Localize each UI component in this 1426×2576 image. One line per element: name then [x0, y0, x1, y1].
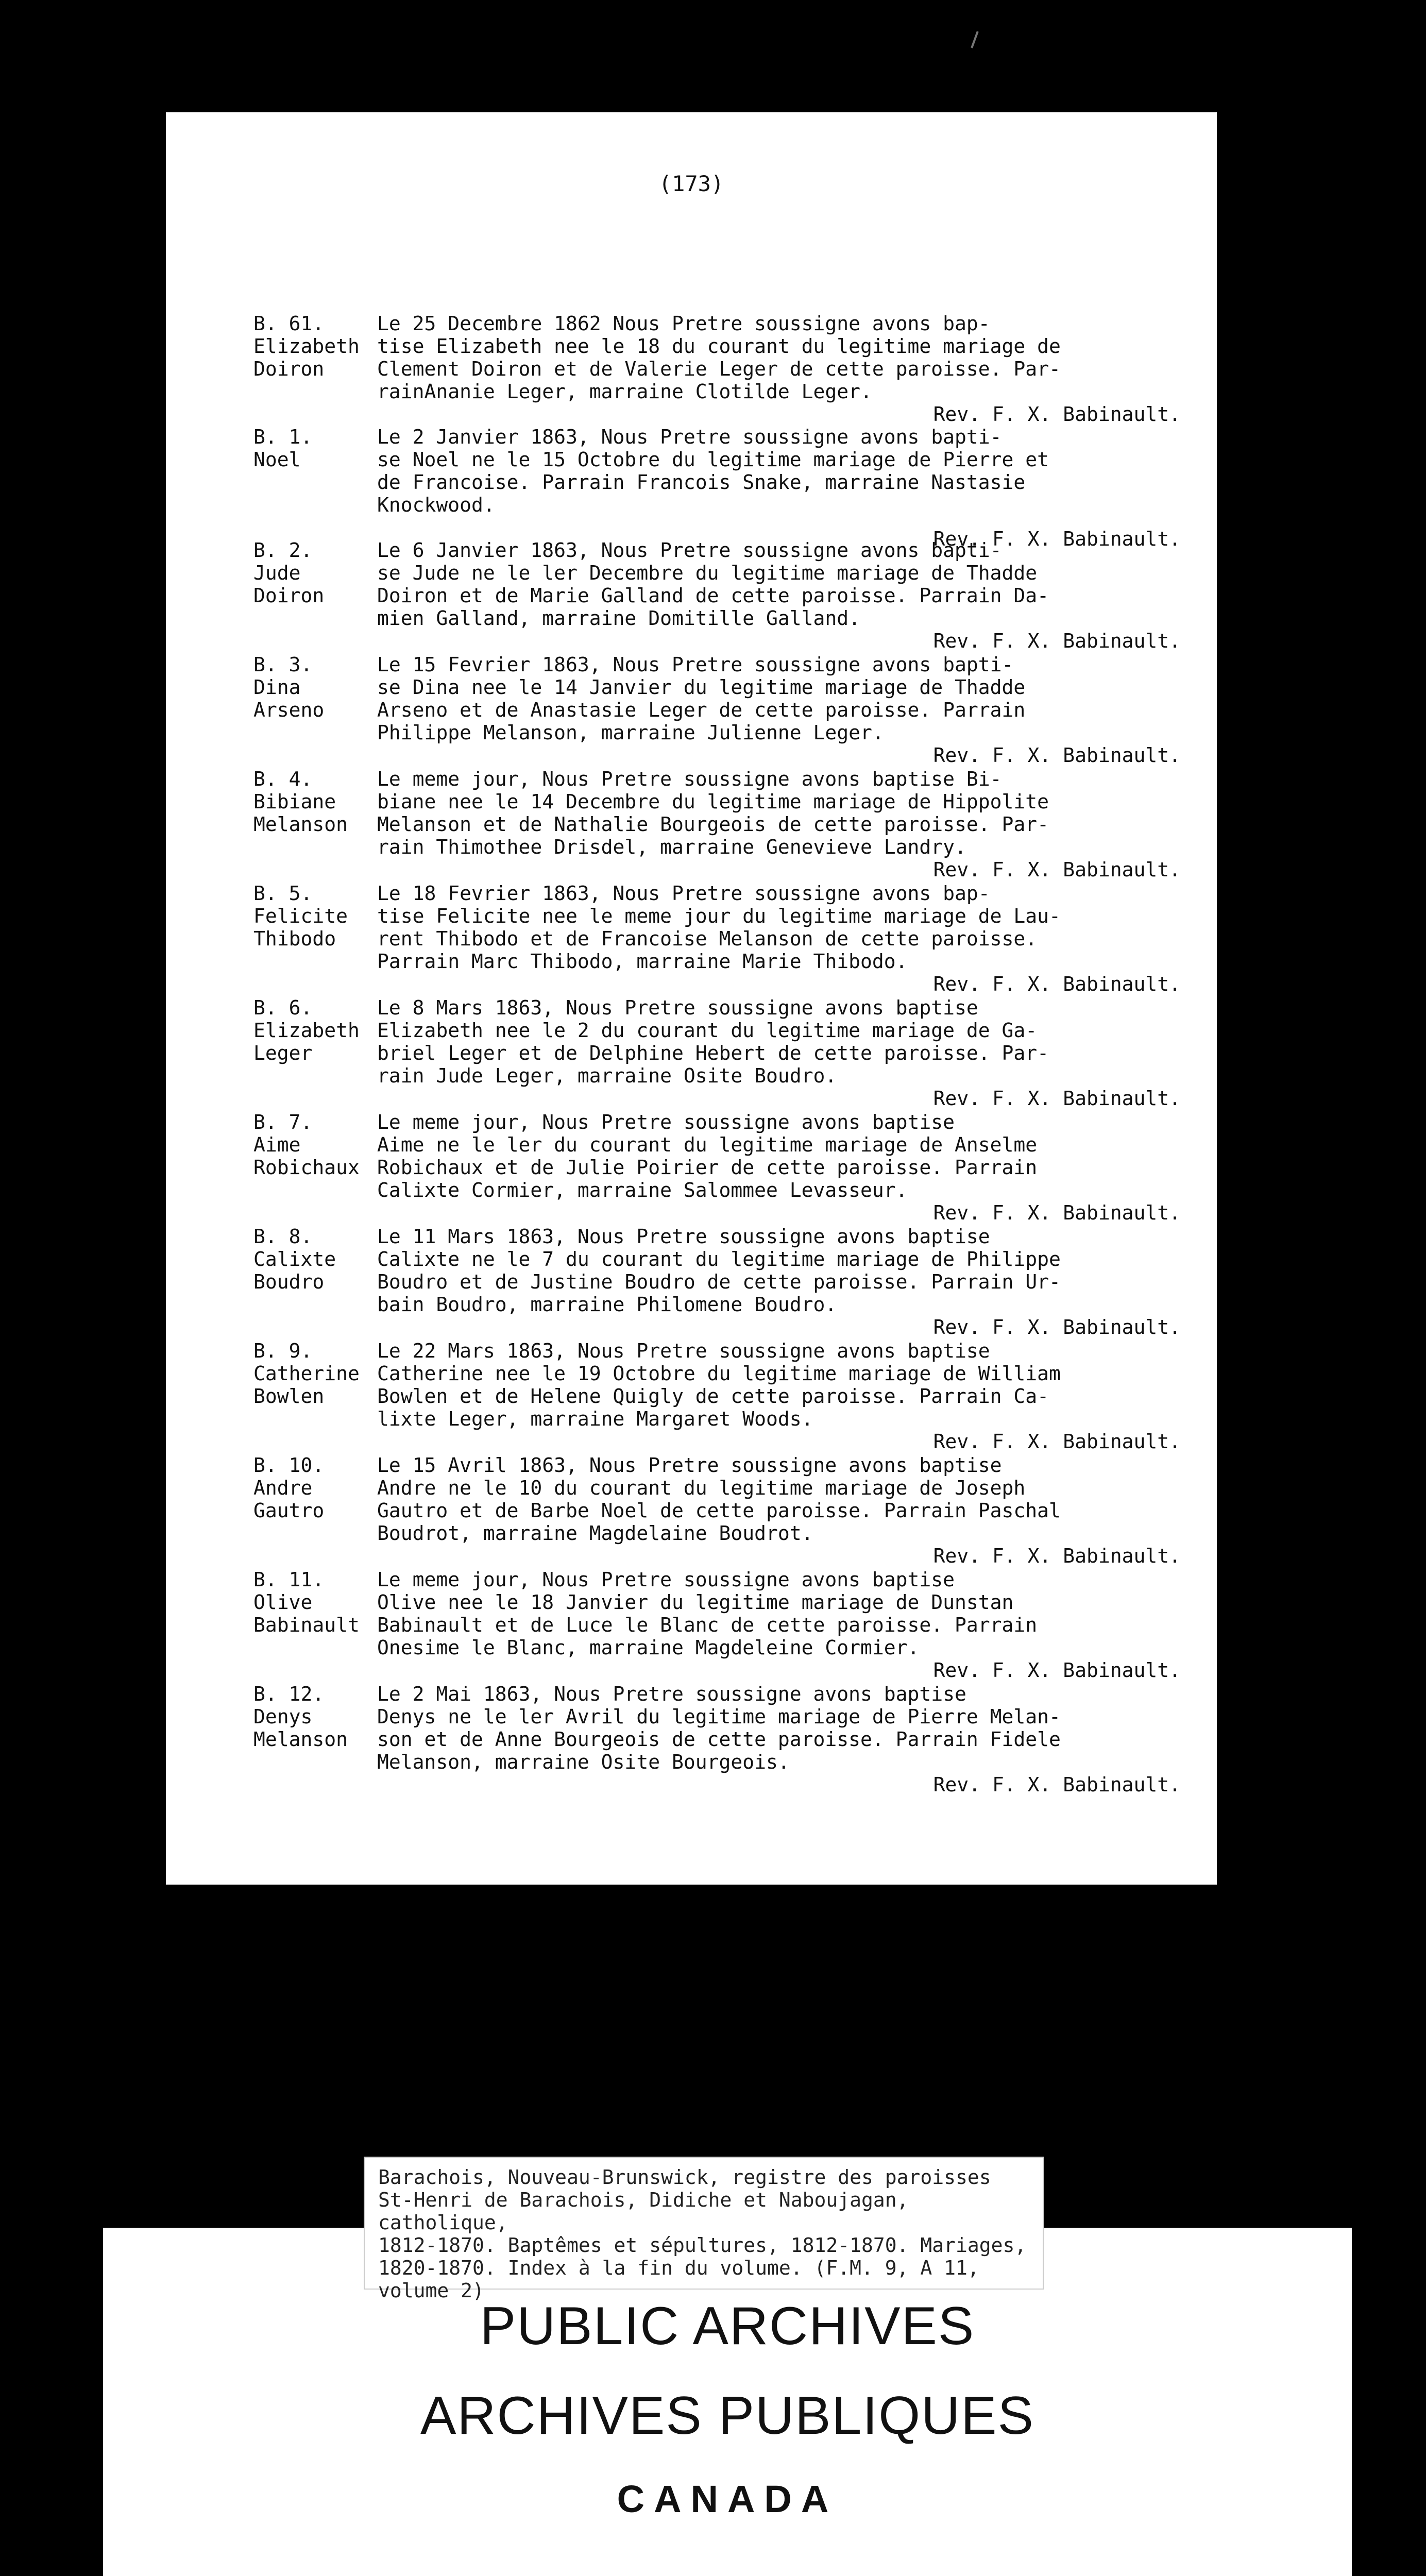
entry-signature: Rev. F. X. Babinault.: [933, 1430, 1181, 1453]
entry-signature: Rev. F. X. Babinault.: [933, 403, 1181, 426]
archives-title-fr: ARCHIVES PUBLIQUES: [420, 2386, 1034, 2446]
entry-signature: Rev. F. X. Babinault.: [933, 528, 1181, 550]
entry-label: B. 1. Noel: [253, 426, 313, 471]
entry-body: Le 11 Mars 1863, Nous Pretre soussigne avons baptise Calixte ne le 7 du courant du legitime mariage de Philippe Boudro et de Justine Boudro de cette paroisse. Parrain Ur- bain Boudro, marraine Philomene Boudro.: [377, 1225, 1061, 1316]
entry-body: Le 22 Mars 1863, Nous Pretre soussigne avons baptise Catherine nee le 19 Octobre du legitime mariage de William Bowlen et de Helene Quigly de cette paroisse. Parrain Ca- lixte Leger, marraine Margaret Woods.: [377, 1340, 1061, 1430]
page-number: (173): [658, 171, 724, 196]
entry-label: B. 12. Denys Melanson: [253, 1683, 348, 1751]
archives-country: CANADA: [617, 2478, 838, 2520]
entry-body: Le 18 Fevrier 1863, Nous Pretre soussigne avons bap- tise Felicite nee le meme jour du legitime mariage de Lau- rent Thibodo et de Francoise Melanson de cette paroisse. Parrain Marc Thibodo, marraine Marie Thibodo.: [377, 882, 1061, 973]
entry-signature: Rev. F. X. Babinault.: [933, 1316, 1181, 1338]
entry-signature: Rev. F. X. Babinault.: [933, 1201, 1181, 1224]
entry-signature: Rev. F. X. Babinault.: [933, 1773, 1181, 1796]
archives-title-en: PUBLIC ARCHIVES: [480, 2296, 975, 2356]
entry-signature: Rev. F. X. Babinault.: [933, 1659, 1181, 1682]
entry-label: B. 4. Bibiane Melanson: [253, 768, 348, 836]
entry-label: B. 8. Calixte Boudro: [253, 1225, 336, 1293]
entry-label: B. 7. Aime Robichaux: [253, 1111, 360, 1179]
entry-signature: Rev. F. X. Babinault.: [933, 1087, 1181, 1110]
entry-body: Le 6 Janvier 1863, Nous Pretre soussigne avons bapti- se Jude ne le ler Decembre du legitime mariage de Thadde Doiron et de Marie Galland de cette paroisse. Parrain Da- mien Galland, marraine Domitille Galland.: [377, 539, 1049, 630]
entry-signature: Rev. F. X. Babinault.: [933, 973, 1181, 995]
entry-body: Le meme jour, Nous Pretre soussigne avons baptise Olive nee le 18 Janvier du legitime mariage de Dunstan Babinault et de Luce le Blanc de cette paroisse. Parrain Onesime le Blanc, marraine Magdeleine Cormier.: [377, 1568, 1038, 1659]
entry-label: B. 9. Catherine Bowlen: [253, 1340, 360, 1408]
entry-signature: Rev. F. X. Babinault.: [933, 630, 1181, 652]
entry-body: Le 2 Janvier 1863, Nous Pretre soussigne avons bapti- se Noel ne le 15 Octobre du legitime mariage de Pierre et de Francoise. Parrain Francois Snake, marraine Nastasie Knockwood.: [377, 426, 1049, 516]
entry-signature: Rev. F. X. Babinault.: [933, 744, 1181, 767]
entry-body: Le 8 Mars 1863, Nous Pretre soussigne avons baptise Elizabeth nee le 2 du courant du legitime mariage de Ga- briel Leger et de Delphine Hebert de cette paroisse. Par- rain Jude Leger, marraine Osite Boudro.: [377, 996, 1049, 1087]
catalog-stub: Barachois, Nouveau-Brunswick, registre des paroisses St-Henri de Barachois, Didiche et Naboujagan, catholique, 1812-1870. Baptêmes et sépultures, 1812-1870. Mariages, 1820-1870. Index à la fin du volume. (F.M. 9, A 11, volume 2): [364, 2157, 1044, 2290]
film-scratch: [971, 31, 978, 48]
entry-body: Le 15 Avril 1863, Nous Pretre soussigne avons baptise Andre ne le 10 du courant du legitime mariage de Joseph Gautro et de Barbe Noel de cette paroisse. Parrain Paschal Boudrot, marraine Magdelaine Boudrot.: [377, 1454, 1061, 1545]
entry-label: B. 2. Jude Doiron: [253, 539, 325, 607]
entry-label: B. 5. Felicite Thibodo: [253, 882, 348, 950]
entry-body: Le 15 Fevrier 1863, Nous Pretre soussigne avons bapti- se Dina nee le 14 Janvier du legitime mariage de Thadde Arseno et de Anastasie Leger de cette paroisse. Parrain Philippe Melanson, marraine Julienne Leger.: [377, 653, 1026, 744]
entry-body: Le 25 Decembre 1862 Nous Pretre soussigne avons bap- tise Elizabeth nee le 18 du courant du legitime mariage de Clement Doiron et de Valerie Leger de cette paroisse. Par- rainAnanie Leger, marraine Clotilde Leger.: [377, 312, 1061, 403]
entry-signature: Rev. F. X. Babinault.: [933, 1545, 1181, 1567]
entry-label: B. 10. Andre Gautro: [253, 1454, 325, 1522]
entry-label: B. 6. Elizabeth Leger: [253, 996, 360, 1064]
register-page: [166, 112, 1217, 1885]
entry-label: B. 3. Dina Arseno: [253, 653, 325, 721]
entry-label: B. 61. Elizabeth Doiron: [253, 312, 360, 380]
entry-body: Le 2 Mai 1863, Nous Pretre soussigne avons baptise Denys ne le ler Avril du legitime mariage de Pierre Melan- son et de Anne Bourgeois de cette paroisse. Parrain Fidele Melanson, marraine Osite Bourgeois.: [377, 1683, 1061, 1773]
entry-signature: Rev. F. X. Babinault.: [933, 858, 1181, 881]
entry-body: Le meme jour, Nous Pretre soussigne avons baptise Bi- biane nee le 14 Decembre du legitime mariage de Hippolite Melanson et de Nathalie Bourgeois de cette paroisse. Par- rain Thimothee Drisdel, marraine Genevieve Landry.: [377, 768, 1049, 858]
entry-label: B. 11. Olive Babinault: [253, 1568, 360, 1636]
entry-body: Le meme jour, Nous Pretre soussigne avons baptise Aime ne le ler du courant du legitime mariage de Anselme Robichaux et de Julie Poirier de cette paroisse. Parrain Calixte Cormier, marraine Salommee Levasseur.: [377, 1111, 1038, 1201]
